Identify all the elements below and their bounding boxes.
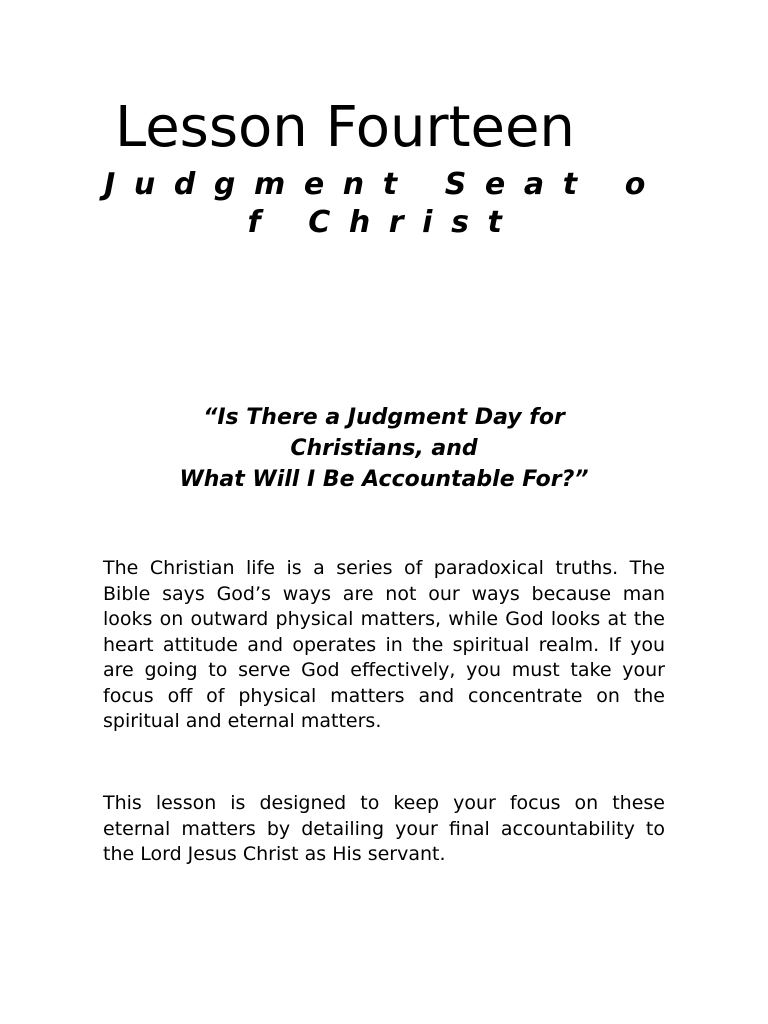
body-paragraph-1: The Christian life is a series of paradoxical truths. The Bible says God’s ways are not our ways because man looks on outward physical matters, while God looks at the heart attitude and operates in the spiritual realm. If you are going to serve God effectively, you must take your focus off of physical matters and concentrate on the spiritual and eternal matters. (103, 557, 665, 732)
body-paragraph-2: This lesson is designed to keep your focus on these eternal matters by detailing your final accountability to the Lord Jesus Christ as His servant. (103, 792, 665, 865)
lesson-subtitle: Judgment Seat of Christ (104, 167, 664, 240)
lesson-title: Lesson Fourteen (115, 95, 575, 160)
question-line-2: Christians, and (290, 436, 478, 461)
question-line-3: What Will I Be Accountable For?” (179, 467, 589, 492)
lesson-question (100, 402, 668, 495)
question-line-1: “Is There a Judgment Day for (203, 405, 565, 430)
